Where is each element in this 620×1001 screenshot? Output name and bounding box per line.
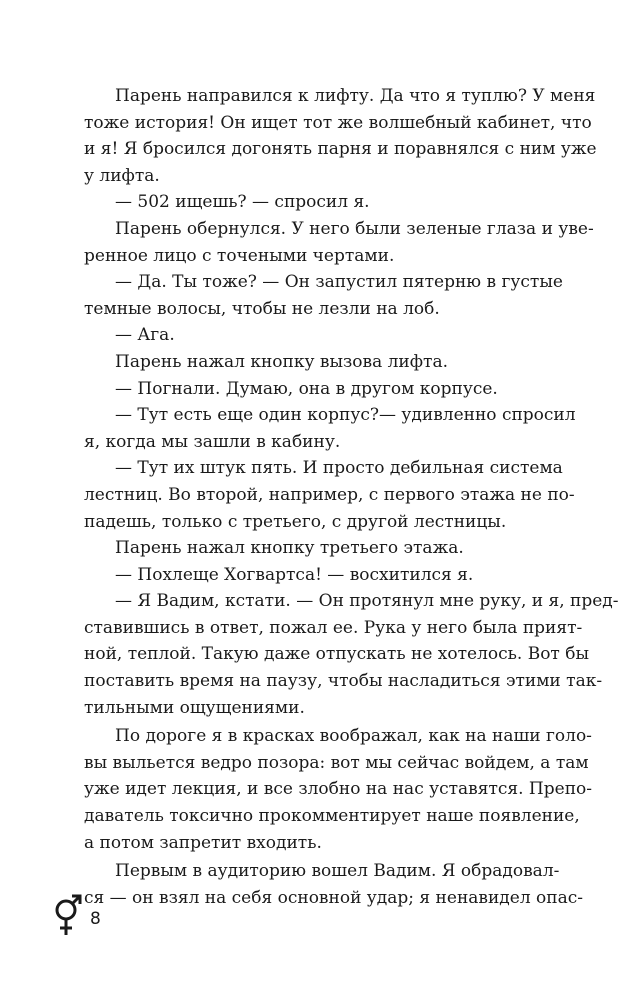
text-line: падешь, только с третьего, с другой лестницы. bbox=[84, 511, 507, 532]
text-line: Парень направился к лифту. Да что я туплю? У меня bbox=[115, 86, 596, 106]
text-line: — Я Вадим, кстати. — Он протянул мне руку, и я, пред- bbox=[115, 591, 619, 612]
text-line: — Ага. bbox=[115, 325, 175, 346]
text-line: я, когда мы зашли в кабину. bbox=[84, 431, 341, 452]
text-line: — Погнали. Думаю, она в другом корпусе. bbox=[115, 378, 498, 399]
page-number: 8 bbox=[90, 909, 101, 929]
text-line: тильными ощущениями. bbox=[84, 697, 305, 718]
text-line: ставившись в ответ, пожал ее. Рука у него была прият- bbox=[84, 617, 583, 638]
text-line: ся — он взял на себя основной удар; я ненавидел опас- bbox=[84, 887, 584, 908]
text-line: — Да. Ты тоже? — Он запустил пятерню в густые bbox=[115, 272, 563, 293]
text-line: поставить время на паузу, чтобы насладиться этими так- bbox=[84, 671, 603, 692]
page-footer bbox=[52, 893, 101, 937]
text-line: и я! Я бросился догонять парня и поравнялся с ним уже bbox=[84, 139, 597, 160]
text-line: уже идет лекция, и все злобно на нас уставятся. Препо- bbox=[84, 779, 593, 800]
text-line: а потом запретит входить. bbox=[84, 832, 322, 853]
text-line: ренное лицо с точеными чертами. bbox=[84, 245, 395, 266]
text-line: у лифта. bbox=[84, 165, 160, 186]
text-line: — Тут их штук пять. И просто дебильная система bbox=[115, 458, 563, 479]
text-line: — Похлеще Хогвартса! — восхитился я. bbox=[115, 564, 474, 585]
text-line: Парень обернулся. У него были зеленые глаза и уве- bbox=[115, 218, 594, 239]
text-line: По дороге я в красках воображал, как на наши голо- bbox=[115, 726, 592, 747]
text-line: ной, теплой. Такую даже отпускать не хотелось. Вот бы bbox=[84, 644, 590, 665]
text-line: — Тут есть еще один корпус?— удивленно спросил bbox=[115, 405, 576, 426]
text-line: Первым в аудиторию вошел Вадим. Я обрадовал- bbox=[115, 861, 560, 882]
text-line: лестниц. Во второй, например, с первого этажа не по- bbox=[84, 484, 575, 505]
text-line: даватель токсично прокомментирует наше появление, bbox=[84, 806, 580, 827]
text-line: вы выльется ведро позора: вот мы сейчас войдем, а там bbox=[84, 752, 589, 773]
text-line: — 502 ищешь? — спросил я. bbox=[115, 192, 370, 213]
text-line: тоже история! Он ищет тот же волшебный кабинет, что bbox=[84, 112, 592, 133]
text-line: Парень нажал кнопку третьего этажа. bbox=[115, 538, 464, 559]
page-text bbox=[84, 83, 619, 911]
text-line: Парень нажал кнопку вызова лифта. bbox=[115, 351, 448, 372]
gender-symbol-icon bbox=[52, 893, 84, 937]
text-line: темные волосы, чтобы не лезли на лоб. bbox=[84, 298, 440, 319]
